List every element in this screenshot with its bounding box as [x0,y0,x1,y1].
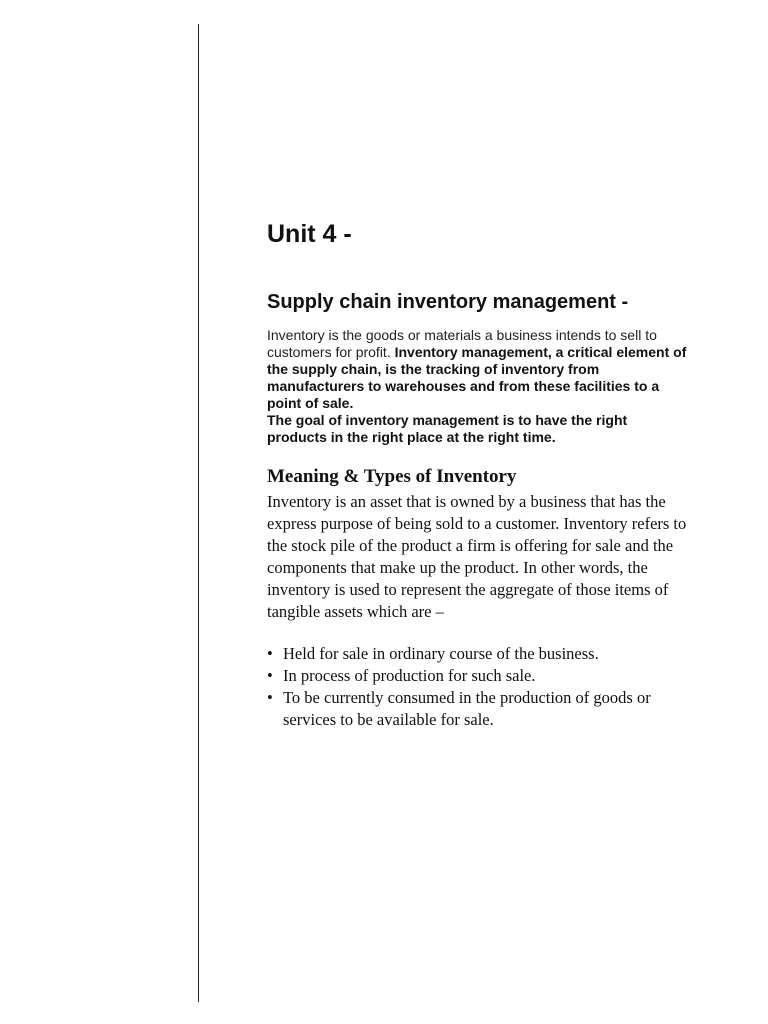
body-paragraph: Inventory is an asset that is owned by a business that has the express purpose of being sold to a customer. Inventory refers to the stock pile of the product a firm is offering for sale and the components that make up the product. In other words, the inventory is used to represent the aggregate of those items of tangible assets which are – [267,492,687,621]
unit-title: Unit 4 - [267,220,352,248]
list-item-text: Held for sale in ordinary course of the business. [283,644,599,663]
intro-paragraph [267,327,687,446]
list-item-text: To be currently consumed in the production of goods or services to be available for sale. [283,688,651,729]
section-title: Supply chain inventory management - [267,291,629,313]
list-item [267,687,687,731]
list-item [267,643,687,665]
list-item [267,665,687,687]
bullet-list [267,643,687,731]
list-item-text: In process of production for such sale. [283,666,536,685]
intro-goal-text: The goal of inventory management is to have the right products in the right place at the right time. [267,412,628,445]
page-content [267,214,687,731]
bullet-icon: • [267,688,273,707]
subsection-title: Meaning & Types of Inventory [267,466,517,487]
intro-bold-text: Inventory management, a critical element of the supply chain, is the tracking of inventory from manufacturers to warehouses and from these facilities to a point of sale. [267,344,687,411]
margin-rule [198,24,199,1002]
intro-text: Inventory is the goods or materials a business intends to sell to customers for profit. [267,327,657,360]
bullet-icon: • [267,666,273,685]
bullet-icon: • [267,644,273,663]
